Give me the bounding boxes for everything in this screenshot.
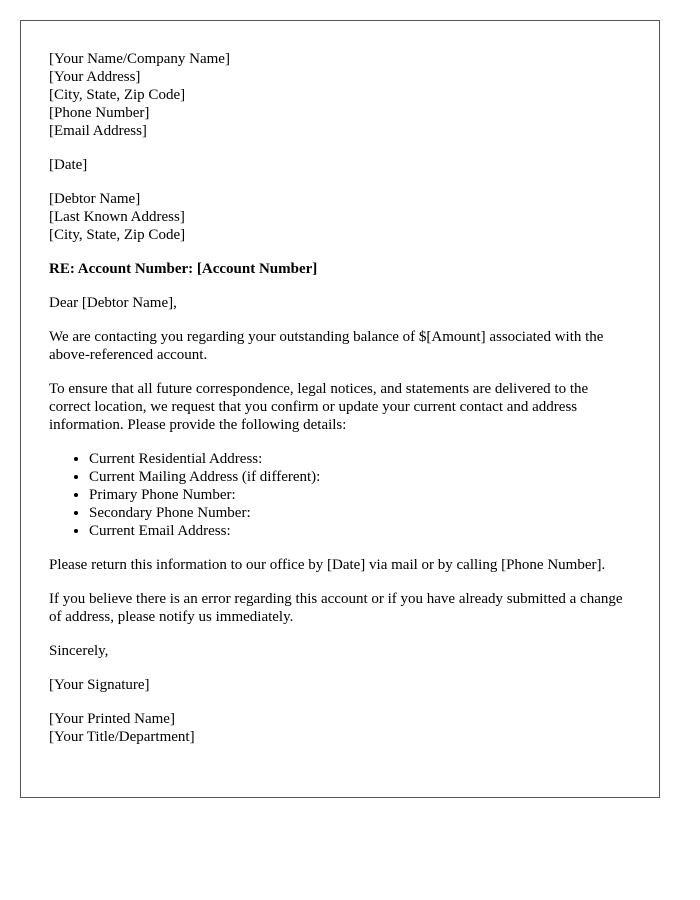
list-item: • Current Mailing Address (if different): — [89, 468, 631, 486]
error-paragraph: If you believe there is an error regarding this account or if you have already submitted a change of address, please notify us immediately. — [49, 591, 623, 625]
letter-page — [20, 20, 660, 798]
details-list — [49, 450, 631, 540]
sender-city-state-zip: [City, State, Zip Code] — [49, 87, 186, 103]
recipient-city-state-zip: [City, State, Zip Code] — [49, 227, 186, 243]
recipient-name: [Debtor Name] — [49, 191, 141, 207]
closing: Sincerely, — [49, 643, 109, 659]
list-item: • Primary Phone Number: — [89, 486, 631, 504]
sender-block — [49, 50, 631, 140]
list-item: • Secondary Phone Number: — [89, 504, 631, 522]
signer-title: [Your Title/Department] — [49, 729, 195, 745]
intro-paragraph: We are contacting you regarding your outstanding balance of $[Amount] associated with the above-referenced account. — [49, 329, 604, 363]
sender-name: [Your Name/Company Name] — [49, 51, 230, 67]
recipient-address: [Last Known Address] — [49, 209, 185, 225]
recipient-block — [49, 190, 631, 244]
list-item: • Current Residential Address: — [89, 450, 631, 468]
sender-phone: [Phone Number] — [49, 105, 150, 121]
list-item: • Current Email Address: — [89, 522, 631, 540]
sender-address: [Your Address] — [49, 69, 141, 85]
signer-printed-name: [Your Printed Name] — [49, 711, 175, 727]
letter-date: [Date] — [49, 157, 88, 173]
sender-email: [Email Address] — [49, 123, 147, 139]
request-paragraph: To ensure that all future correspondence, legal notices, and statements are delivered to the correct location, we request that you confirm or update your current contact and address information. Please provide the following details: — [49, 381, 589, 433]
signer-block — [49, 710, 631, 746]
re-line: RE: Account Number: [Account Number] — [49, 261, 318, 277]
return-paragraph: Please return this information to our office by [Date] via mail or by calling [Phone Number]. — [49, 557, 606, 573]
signature-placeholder: [Your Signature] — [49, 677, 150, 693]
salutation: Dear [Debtor Name], — [49, 295, 177, 311]
